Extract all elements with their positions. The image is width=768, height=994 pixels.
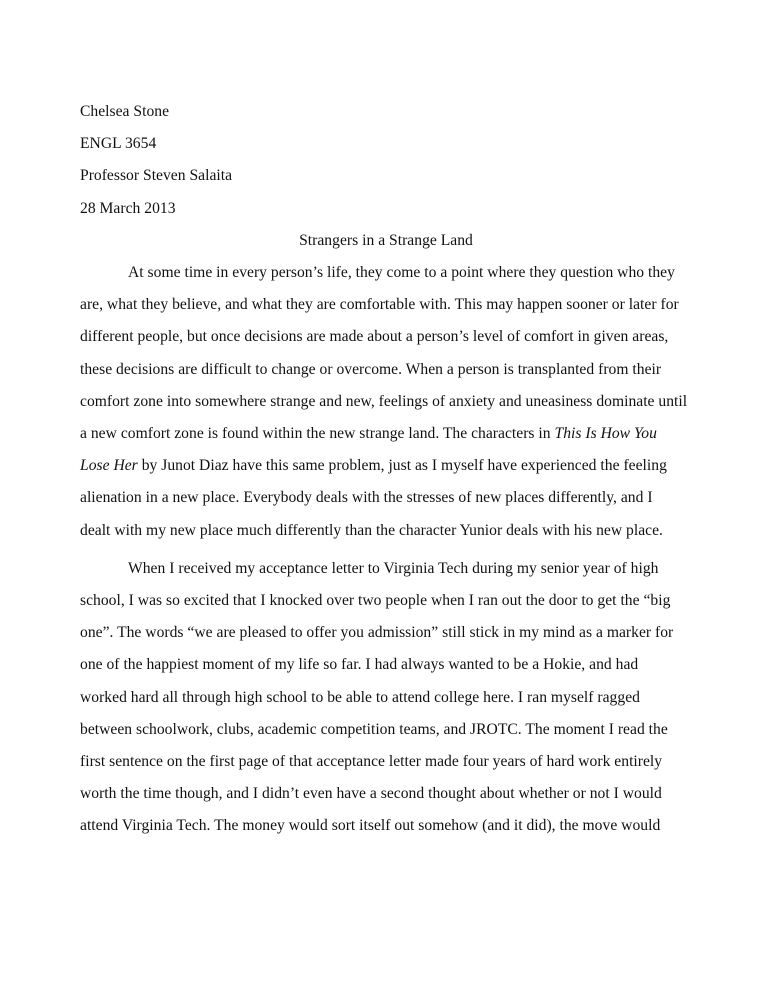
essay-title: Strangers in a Strange Land (299, 231, 473, 249)
paragraph-2 (80, 553, 692, 843)
paragraph-line: one of the happiest moment of my life so far. I had always wanted to be a Hokie, and had (80, 656, 639, 674)
paragraph-line: one”. The words “we are pleased to offer you admission” still stick in my mind as a marker for (80, 624, 674, 642)
author-name: Chelsea Stone (80, 103, 170, 120)
paragraph-line: comfort zone into somewhere strange and new, feelings of anxiety and uneasiness dominate until (80, 392, 688, 410)
paragraph-line (80, 418, 692, 450)
paragraph-line: dealt with my new place much differently than the character Yunior deals with his new place. (80, 521, 663, 539)
course-code: ENGL 3654 (80, 135, 157, 153)
paragraph-line: these decisions are difficult to change or overcome. When a person is transplanted from their (80, 360, 662, 378)
paragraph-line: are, what they believe, and what they are comfortable with. This may happen sooner or later for (80, 296, 679, 314)
paragraph-line: When I received my acceptance letter to Virginia Tech during my senior year of high (128, 559, 659, 577)
paragraph-1 (80, 257, 692, 547)
paragraph-line: school, I was so excited that I knocked over two people when I ran out the door to get the “big (80, 592, 671, 610)
paragraph-line: different people, but once decisions are made about a person’s level of comfort in given areas, (80, 328, 669, 346)
paragraph-line: first sentence on the first page of that acceptance letter made four years of hard work entirely (80, 753, 663, 771)
book-title: This Is How You (554, 425, 657, 443)
professor-name: Professor Steven Salaita (80, 167, 233, 185)
paragraph-line-text: by Junot Diaz have this same problem, just as I myself have experienced the feeling (137, 457, 667, 475)
paragraph-line: worked hard all through high school to be able to attend college here. I ran myself ragged (80, 688, 640, 706)
paragraph-line-text: a new comfort zone is found within the new strange land. The characters in (80, 425, 555, 443)
paragraph-line: worth the time though, and I didn’t even have a second thought about whether or not I would (80, 785, 662, 803)
paragraph-line: attend Virginia Tech. The money would sort itself out somehow (and it did), the move would (80, 817, 661, 835)
essay-body (80, 96, 692, 843)
paragraph-line (80, 450, 692, 482)
paragraph-line: At some time in every person’s life, they come to a point where they question who they (128, 264, 675, 282)
paragraph-line: alienation in a new place. Everybody deals with the stresses of new places differently, and I (80, 489, 653, 507)
book-title: Lose Her (80, 457, 138, 475)
paragraph-line: between schoolwork, clubs, academic competition teams, and JROTC. The moment I read the (80, 720, 668, 738)
essay-date: 28 March 2013 (80, 199, 176, 217)
